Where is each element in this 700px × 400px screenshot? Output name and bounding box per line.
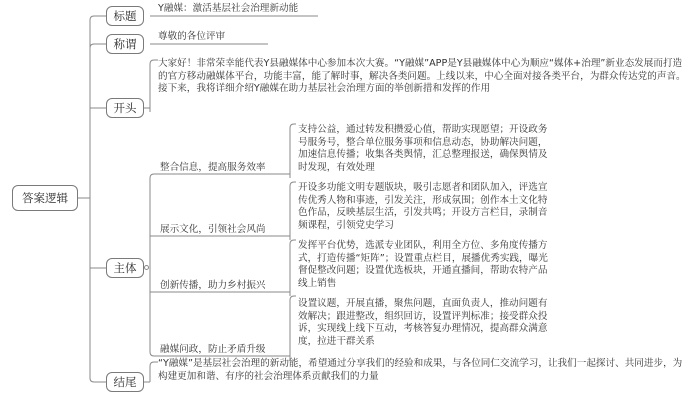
branch-closing-node	[106, 372, 144, 392]
branch-title-node	[106, 6, 144, 26]
body-item-3-label: 创新传播，助力乡村振兴	[160, 280, 266, 291]
branch-opening-label: 开头	[113, 101, 137, 115]
branch-body-label: 主体	[113, 261, 137, 275]
root-node	[12, 185, 78, 211]
root-label: 答案逻辑	[22, 191, 68, 205]
branch-title-label: 标题	[113, 9, 137, 23]
body-item-3-text: 发挥平台优势，选派专业团队，利用全方位、多角度传播方式，打造传播“矩阵”；设置重点栏目，展播优秀实践，曝光督促整改问题；设置优选板块，开通直播间，帮助农特产品线上销售	[298, 240, 548, 289]
body-item-1-label: 整合信息，提高服务效率	[160, 162, 266, 173]
closing-text: “Y融媒”是基层社会治理的新动能，希望通过分享我们的经验和成果，与各位同仁交流学习，让我们一起探讨、共同进步，为构建更加和谐、有序的社会治理体系贡献我们的力量	[158, 358, 683, 382]
address-text: 尊敬的各位评审	[158, 31, 226, 42]
branch-address-label: 称谓	[113, 37, 137, 51]
opening-text: 大家好！非常荣幸能代表Y县融媒体中心参加本次大赛。“Y融媒”APP是Y县融媒体中心为顺应“媒体+治理”新业态发展而打造的官方移动融媒体平台，功能丰富，能了解时事，解决各类问题。上线以来，中心全面对接各类平台，为群众传达党的声音。接下来，我将详细介绍Y融媒在助力基层社会治理方面的举创新措和发挥的作用	[158, 58, 686, 95]
branch-address-node	[106, 34, 144, 54]
title-text: Y融媒：激活基层社会治理新动能	[158, 3, 299, 14]
branch-opening-node	[106, 98, 144, 118]
body-item-4-label: 融媒问政，防止矛盾升级	[160, 344, 266, 355]
branch-body-node	[106, 258, 144, 278]
body-item-2-text: 开设多功能文明专题版块，吸引志愿者和团队加入，评选宣传优秀人物和事迹，引发关注，形成氛围；创作本土文化特色作品，反映基层生活，引发共鸣；开设方言栏目，录制音频课程，引领党史学习	[298, 182, 548, 231]
branch-closing-label: 结尾	[113, 375, 137, 389]
collapse-toggle[interactable]	[144, 265, 149, 270]
body-item-2-label: 展示文化，引领社会风尚	[160, 224, 266, 235]
body-item-4-text: 设置议题，开展直播，聚焦问题，直面负责人，推动问题有效解决；跟进整改，组织回访，设置评判标准；接受群众投诉，实现线上线下互动，考核答复办理情况，提高群众满意度，拉进干群关系	[298, 298, 548, 347]
body-item-1-text: 支持公益，通过转发积攒爱心值，帮助实现愿望；开设政务号服务号，整合单位服务事项和信息动态，协助解决问题，加速信息传播；收集各类舆情，汇总整理报送，确保舆情及时发现，有效处理	[298, 124, 548, 173]
